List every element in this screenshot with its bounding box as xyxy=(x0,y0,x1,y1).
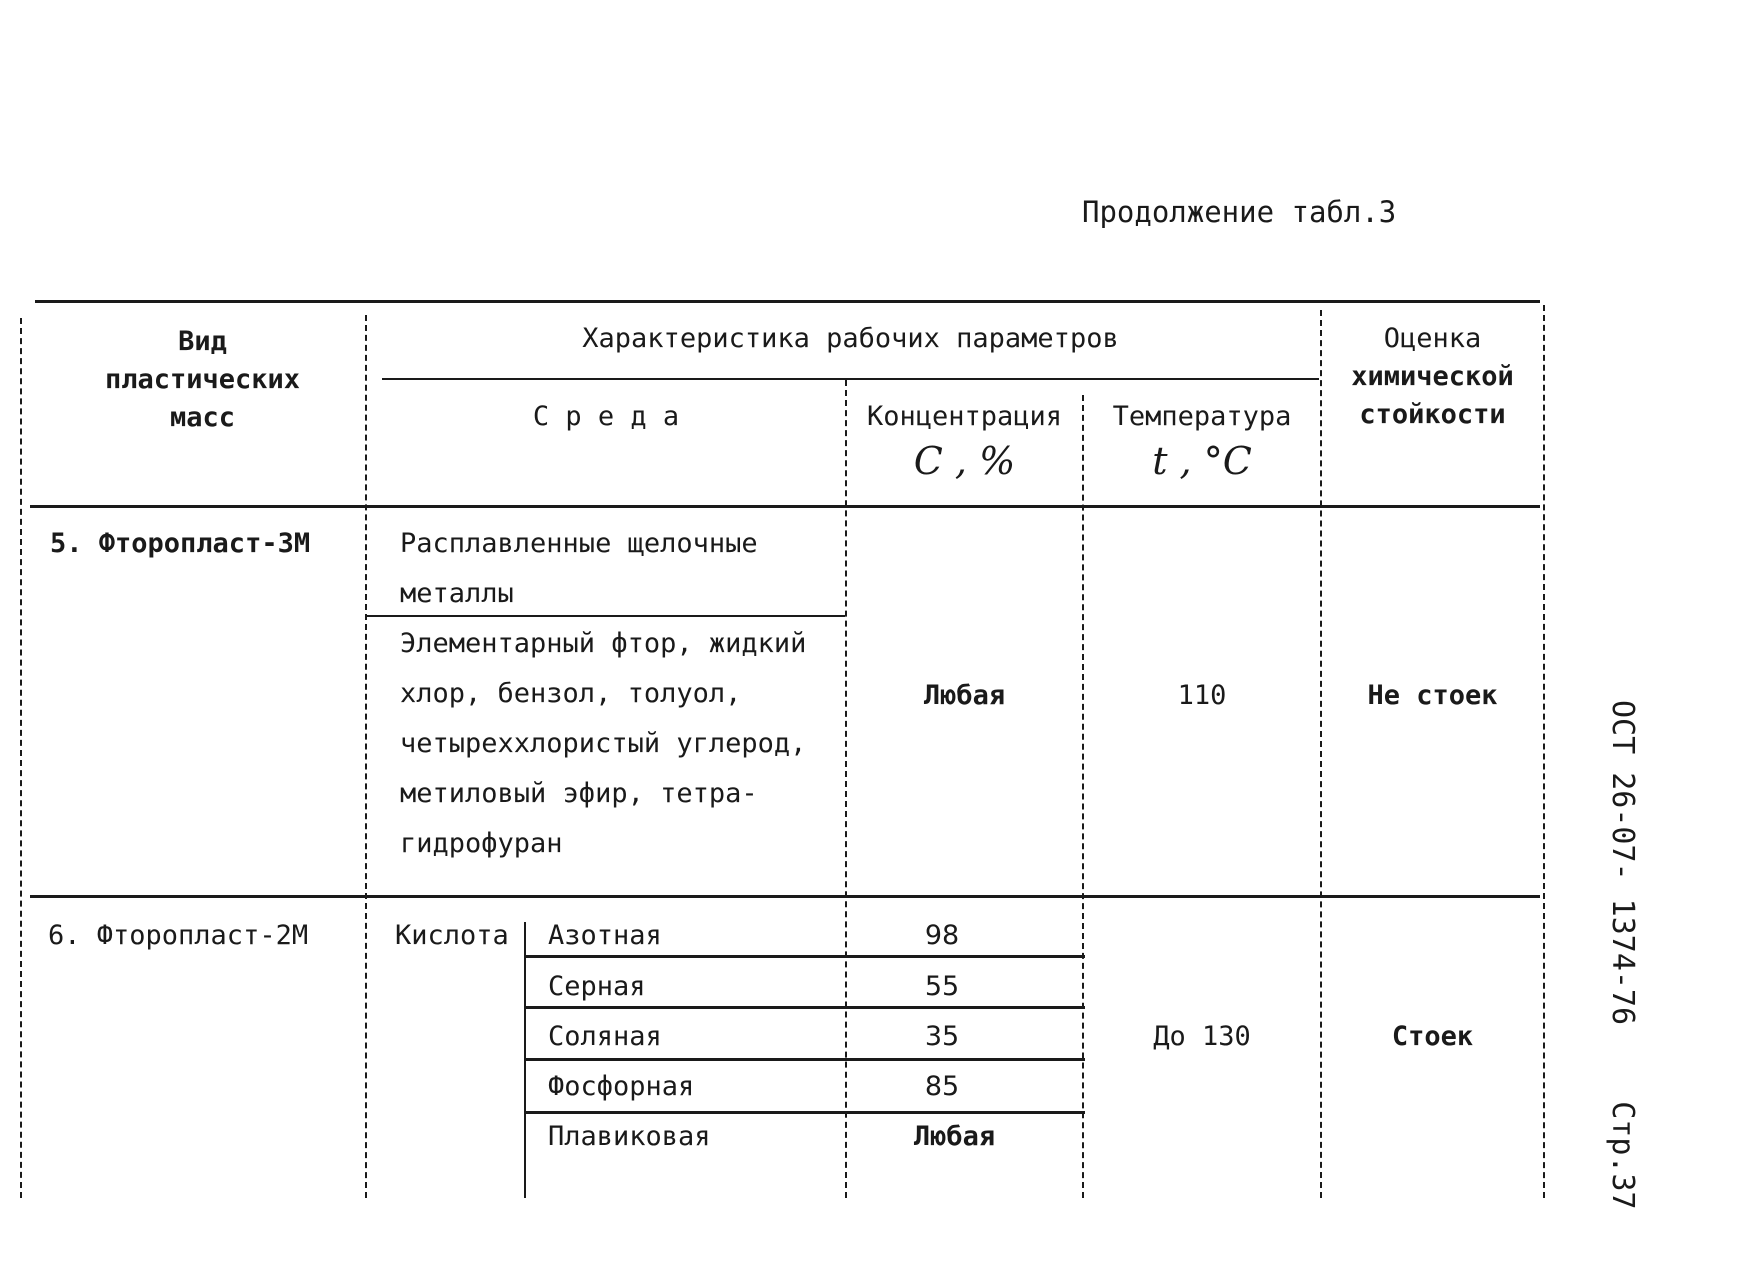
acid-concentration: 98 xyxy=(924,920,960,951)
row5-medium-a-line2: металлы xyxy=(400,578,514,609)
row5-medium-b-line3: четыреххлористый углерод, xyxy=(400,728,807,759)
row5-medium-b-line2: хлор, бензол, толуол, xyxy=(400,678,742,709)
acid-name: Соляная xyxy=(548,1021,662,1052)
header-rating-line3: стойкости xyxy=(1359,399,1506,430)
header-type-line3: масс xyxy=(169,402,236,433)
header-type-line1: Вид xyxy=(178,326,227,357)
header-concentration: Концентрация xyxy=(866,401,1063,432)
row5-temperature: 110 xyxy=(1177,680,1227,711)
row6-type: 6. Фторопласт-2М xyxy=(48,920,309,951)
acid-concentration: Любая xyxy=(913,1121,996,1152)
row5-rating: Не стоек xyxy=(1367,680,1498,711)
row6-rating: Стоек xyxy=(1391,1021,1474,1052)
document-designation xyxy=(1605,700,1640,1210)
header-rating-line1: Оценка xyxy=(1383,323,1482,354)
acid-concentration: 85 xyxy=(924,1071,960,1102)
header-temperature-symbol: t , °C xyxy=(1152,439,1252,483)
header-medium: С р е д а xyxy=(532,401,680,432)
header-type-line2: пластических xyxy=(104,364,301,395)
acid-name: Плавиковая xyxy=(548,1121,711,1152)
row5-type: 5. Фторопласт-3М xyxy=(50,528,311,559)
header-rating-line2: химической xyxy=(1351,361,1514,392)
acid-concentration: 55 xyxy=(924,971,960,1002)
header-params: Характеристика рабочих параметров xyxy=(582,323,1119,354)
header-concentration-symbol: C , % xyxy=(913,439,1016,483)
table-caption: Продолжение табл.3 xyxy=(1082,195,1397,229)
row6-medium-group: Кислота xyxy=(395,920,509,951)
acid-name: Серная xyxy=(548,971,646,1002)
designation-code: ОСТ 26-07- 1374-76 xyxy=(1605,700,1640,1026)
page-number: Стр.37 xyxy=(1605,1101,1640,1210)
row5-medium-b-line5: гидрофуран xyxy=(400,828,563,859)
acid-name: Азотная xyxy=(548,920,662,951)
row5-concentration: Любая xyxy=(923,680,1006,711)
header-temperature: Температура xyxy=(1112,401,1292,432)
acid-concentration: 35 xyxy=(924,1021,960,1052)
row5-medium-a-line1: Расплавленные щелочные xyxy=(400,528,758,559)
row6-temperature: До 130 xyxy=(1153,1021,1251,1052)
row5-medium-b-line4: метиловый эфир, тетра- xyxy=(400,778,758,809)
acid-name: Фосфорная xyxy=(548,1071,695,1102)
row5-medium-b-line1: Элементарный фтор, жидкий xyxy=(400,628,807,659)
